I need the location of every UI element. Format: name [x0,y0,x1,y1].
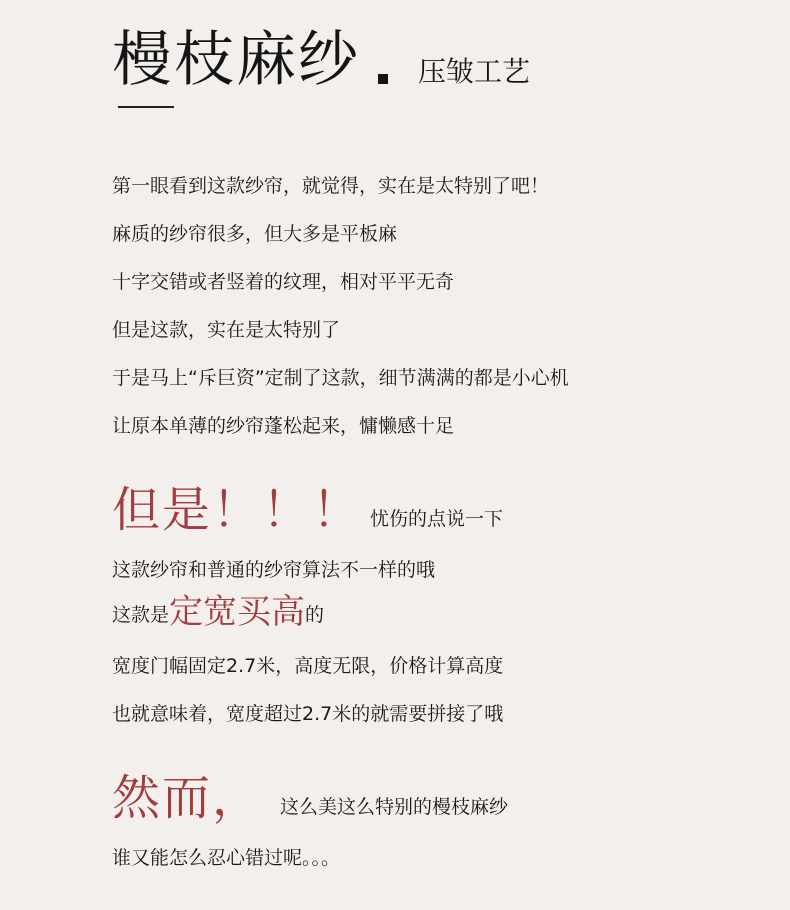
section2-line-3: 宽度门幅固定2.7米，高度无限，价格计算高度 [112,655,504,677]
section2-emphasis-tail: 忧伤的点说一下 [370,508,504,530]
page-subtitle: 压皱工艺 [418,55,531,88]
section2-line-1: 这款纱帘和普通的纱帘算法不一样的哦 [112,559,436,581]
section2-highlight: 定宽买高 [169,592,306,632]
title-underline [118,106,174,108]
section3-emphasis: 然而， [112,770,263,826]
intro-line-6: 让原本单薄的纱帘蓬松起来，慵懒感十足 [112,415,455,437]
section2-line-2 [112,592,324,632]
intro-line-5: 于是马上“斥巨资”定制了这款，细节满满的都是小心机 [112,367,569,389]
intro-line-2: 麻质的纱帘很多，但大多是平板麻 [112,223,398,245]
intro-line-1: 第一眼看到这款纱帘，就觉得，实在是太特别了吧！ [112,175,550,197]
section3-heading [112,770,508,826]
section3-emphasis-tail: 这么美这么特别的槾枝麻纱 [280,796,509,818]
section2-line-2-suffix: 的 [305,604,325,626]
page-title: 槾枝麻纱 [112,25,360,95]
intro-line-3: 十字交错或者竖着的纹理，相对平平无奇 [112,271,455,293]
section3-line-1: 谁又能怎么忍心错过呢。。。 [112,847,341,869]
section2-heading [112,482,503,538]
section2-line-4: 也就意味着，宽度超过2.7米的就需要拼接了哦 [112,703,504,725]
section2-line-2-prefix: 这款是 [112,604,170,626]
section2-emphasis: 但是！！！ [112,482,363,538]
intro-line-4: 但是这款，实在是太特别了 [112,319,341,341]
title-separator-dot [378,74,388,84]
